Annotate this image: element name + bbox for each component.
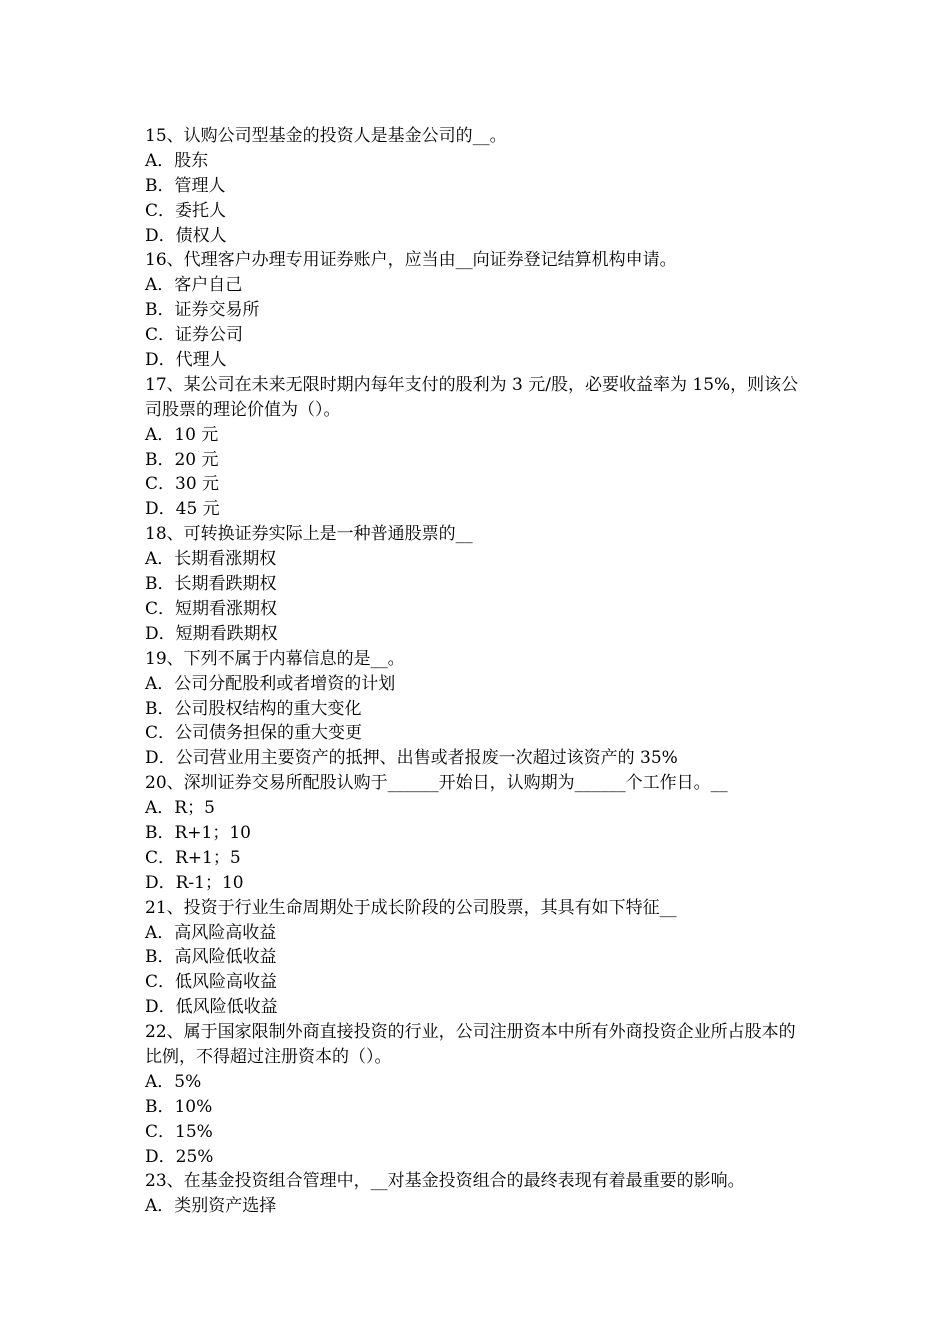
- question-16-option-b: B．证券交易所: [145, 300, 260, 321]
- question-17-option-b: B．20 元: [145, 449, 219, 470]
- question-15-option-c: C．委托人: [145, 200, 227, 221]
- question-15-stem: 15、认购公司型基金的投资人是基金公司的__。: [145, 126, 507, 146]
- question-16-option-d: D．代理人: [145, 350, 227, 371]
- question-21-option-b: B．高风险低收益: [145, 947, 277, 968]
- question-22-option-d: D．25%: [145, 1146, 214, 1167]
- question-21-stem: 21、投资于行业生命周期处于成长阶段的公司股票，其具有如下特征__: [145, 897, 677, 918]
- question-22-stem: 22、属于国家限制外商直接投资的行业，公司注册资本中所有外商投资企业所占股本的比例，不得超过注册资本的（）。: [145, 1022, 796, 1067]
- question-19-option-b: B．公司股权结构的重大变化: [145, 698, 362, 719]
- question-18-stem: 18、可转换证券实际上是一种普通股票的__: [145, 524, 473, 545]
- question-17-option-d: D．45 元: [145, 499, 220, 520]
- question-21-option-a: A．高风险高收益: [145, 922, 277, 943]
- question-23-stem: 23、在基金投资组合管理中，__对基金投资组合的最终表现有着最重要的影响。: [145, 1171, 745, 1192]
- question-20-option-a: A．R；5: [145, 798, 215, 819]
- question-19-option-a: A．公司分配股利或者增资的计划: [145, 673, 396, 694]
- question-15-option-b: B．管理人: [145, 175, 226, 196]
- question-15-option-d: D．债权人: [145, 225, 227, 246]
- question-23-option-a: A．类别资产选择: [145, 1196, 277, 1217]
- question-list: [145, 124, 810, 1219]
- question-18-option-c: C．短期看涨期权: [145, 598, 278, 619]
- question-17-option-c: C．30 元: [145, 474, 220, 495]
- question-21-option-c: C．低风险高收益: [145, 972, 278, 993]
- question-20-option-d: D．R-1；10: [145, 872, 244, 893]
- question-18-option-a: A．长期看涨期权: [145, 549, 277, 570]
- question-18-option-d: D．短期看跌期权: [145, 623, 278, 644]
- question-20-stem: 20、深圳证券交易所配股认购于______开始日，认购期为______个工作日。__: [145, 773, 728, 794]
- question-19-stem: 19、下列不属于内幕信息的是__。: [145, 648, 405, 669]
- question-17-option-a: A．10 元: [145, 424, 219, 445]
- question-20-option-c: C．R+1；5: [145, 847, 241, 868]
- question-19-option-c: C．公司债务担保的重大变更: [145, 723, 363, 744]
- question-18-option-b: B．长期看跌期权: [145, 574, 277, 595]
- question-17-stem: 17、某公司在未来无限时期内每年支付的股利为 3 元/股，必要收益率为 15%，则该公司股票的理论价值为（）。: [145, 374, 799, 420]
- question-16-option-a: A．客户自己: [145, 275, 243, 296]
- question-19-option-d: D．公司营业用主要资产的抵押、出售或者报废一次超过该资产的 35%: [145, 748, 678, 769]
- question-15-option-a: A．股东: [145, 150, 209, 171]
- question-21-option-d: D．低风险低收益: [145, 997, 278, 1018]
- question-16-option-c: C．证券公司: [145, 325, 244, 346]
- question-16-stem: 16、代理客户办理专用证券账户，应当由__向证券登记结算机构申请。: [145, 250, 677, 271]
- question-22-option-b: B．10%: [145, 1096, 213, 1117]
- question-22-option-a: A．5%: [145, 1071, 202, 1092]
- question-22-option-c: C．15%: [145, 1121, 213, 1142]
- question-20-option-b: B．R+1；10: [145, 822, 251, 843]
